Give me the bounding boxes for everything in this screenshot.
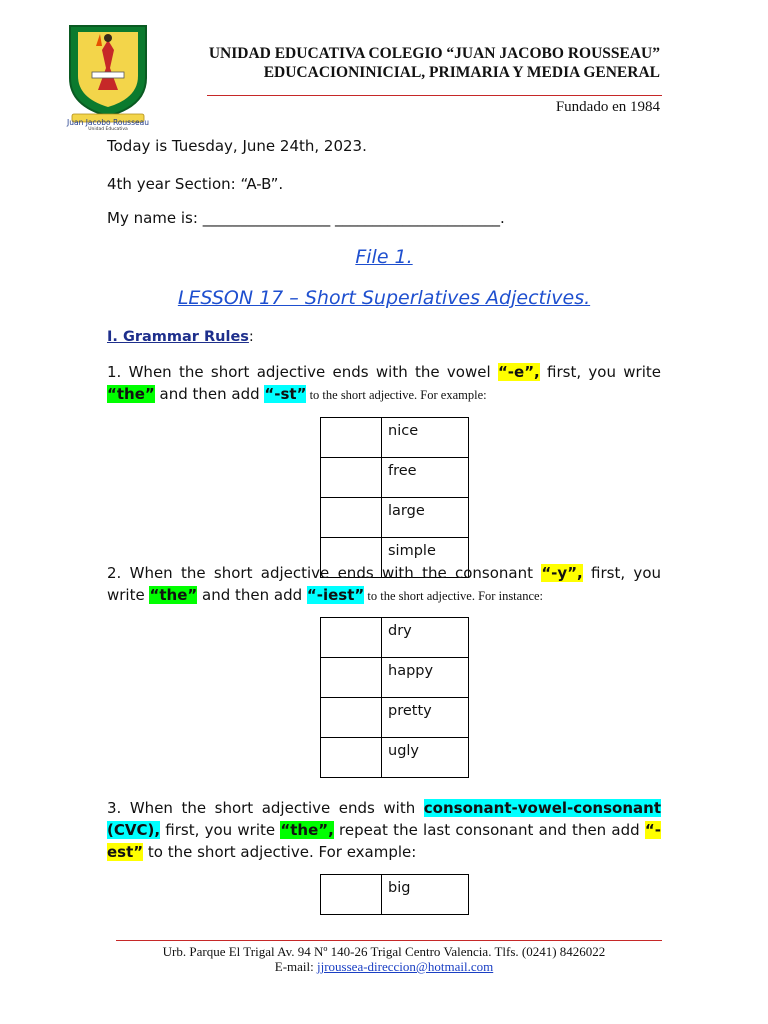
answer-cell[interactable] — [321, 698, 382, 738]
highlight-iest: “-iest” — [306, 586, 365, 604]
table-row — [321, 418, 469, 458]
answer-cell[interactable] — [321, 618, 382, 658]
highlight-y: “-y”, — [541, 564, 583, 582]
highlight-st: “-st” — [264, 385, 307, 403]
adjective-cell: pretty — [382, 698, 469, 738]
footer-divider — [116, 940, 662, 941]
rule-2-paragraph: 2. When the short adjective ends with the consonant “-y”, first, you write “the” and then add “-iest” to the short adjective. For instance: — [107, 564, 661, 604]
adjective-cell: ugly — [382, 738, 469, 778]
highlight-cvc: consonant-vowel-consonant (CVC), — [107, 799, 661, 839]
rule-3-paragraph: 3. When the short adjective ends with consonant-vowel-consonant (CVC), first, you write “the”, repeat the last consonant and then add “-est” to the short adjective. For example: — [107, 799, 661, 861]
adjective-cell: simple — [382, 538, 469, 578]
file-title: File 1. — [355, 246, 413, 268]
table-row — [321, 458, 469, 498]
logo-subcaption: Unidad Educativa — [88, 127, 128, 132]
table-row — [321, 498, 469, 538]
rule-1-word-table — [320, 417, 469, 578]
answer-cell[interactable] — [321, 458, 382, 498]
rule-3-word-table — [320, 874, 469, 915]
highlight-the: “the” — [107, 385, 155, 403]
adjective-cell: nice — [382, 418, 469, 458]
date-line: Today is Tuesday, June 24th, 2023. — [107, 137, 367, 155]
highlight-the: “the” — [149, 586, 198, 604]
answer-cell[interactable] — [321, 658, 382, 698]
school-name-title: UNIDAD EDUCATIVA COLEGIO “JUAN JACOBO ROUSSEAU” — [208, 45, 660, 62]
header-divider — [207, 95, 662, 96]
name-line: My name is: _________________ ______________________. — [107, 209, 505, 227]
email-link[interactable]: jjroussea-direccion@hotmail.com — [317, 959, 494, 974]
answer-cell[interactable] — [321, 498, 382, 538]
school-level-subtitle: EDUCACIONINICIAL, PRIMARIA Y MEDIA GENERAL — [263, 64, 660, 81]
table-row — [321, 618, 469, 658]
answer-cell[interactable] — [321, 418, 382, 458]
lesson-title: LESSON 17 – Short Superlatives Adjectives. — [177, 287, 591, 309]
adjective-cell: dry — [382, 618, 469, 658]
answer-cell[interactable] — [321, 875, 382, 915]
answer-cell[interactable] — [321, 738, 382, 778]
founded-date: Fundado en 1984 — [555, 99, 660, 115]
adjective-cell: happy — [382, 658, 469, 698]
table-row — [321, 738, 469, 778]
table-row — [321, 875, 469, 915]
table-row — [321, 658, 469, 698]
adjective-cell: big — [382, 875, 469, 915]
school-crest-logo — [62, 20, 154, 132]
logo-caption: Juan Jacobo Rousseau — [67, 118, 149, 127]
rule-1-paragraph: 1. When the short adjective ends with the vowel “-e”, first, you write “the” and then add “-st” to the short adjective. For example: — [107, 363, 661, 403]
adjective-cell: large — [382, 498, 469, 538]
highlight-the: “the”, — [280, 821, 334, 839]
section-line: 4th year Section: “A-B”. — [107, 175, 284, 193]
highlight-est: “-est” — [107, 821, 661, 861]
footer-email-line: E-mail: jjroussea-direccion@hotmail.com — [274, 959, 494, 974]
table-row — [321, 698, 469, 738]
rule-2-word-table — [320, 617, 469, 778]
grammar-rules-heading: I. Grammar Rules: — [107, 329, 254, 345]
grammar-rules-label: I. Grammar Rules — [107, 329, 249, 345]
footer-address: Urb. Parque El Trigal Av. 94 Nº 140-26 Trigal Centro Valencia. Tlfs. (0241) 8426022 — [162, 944, 606, 959]
highlight-e: “-e”, — [497, 363, 540, 381]
adjective-cell: free — [382, 458, 469, 498]
